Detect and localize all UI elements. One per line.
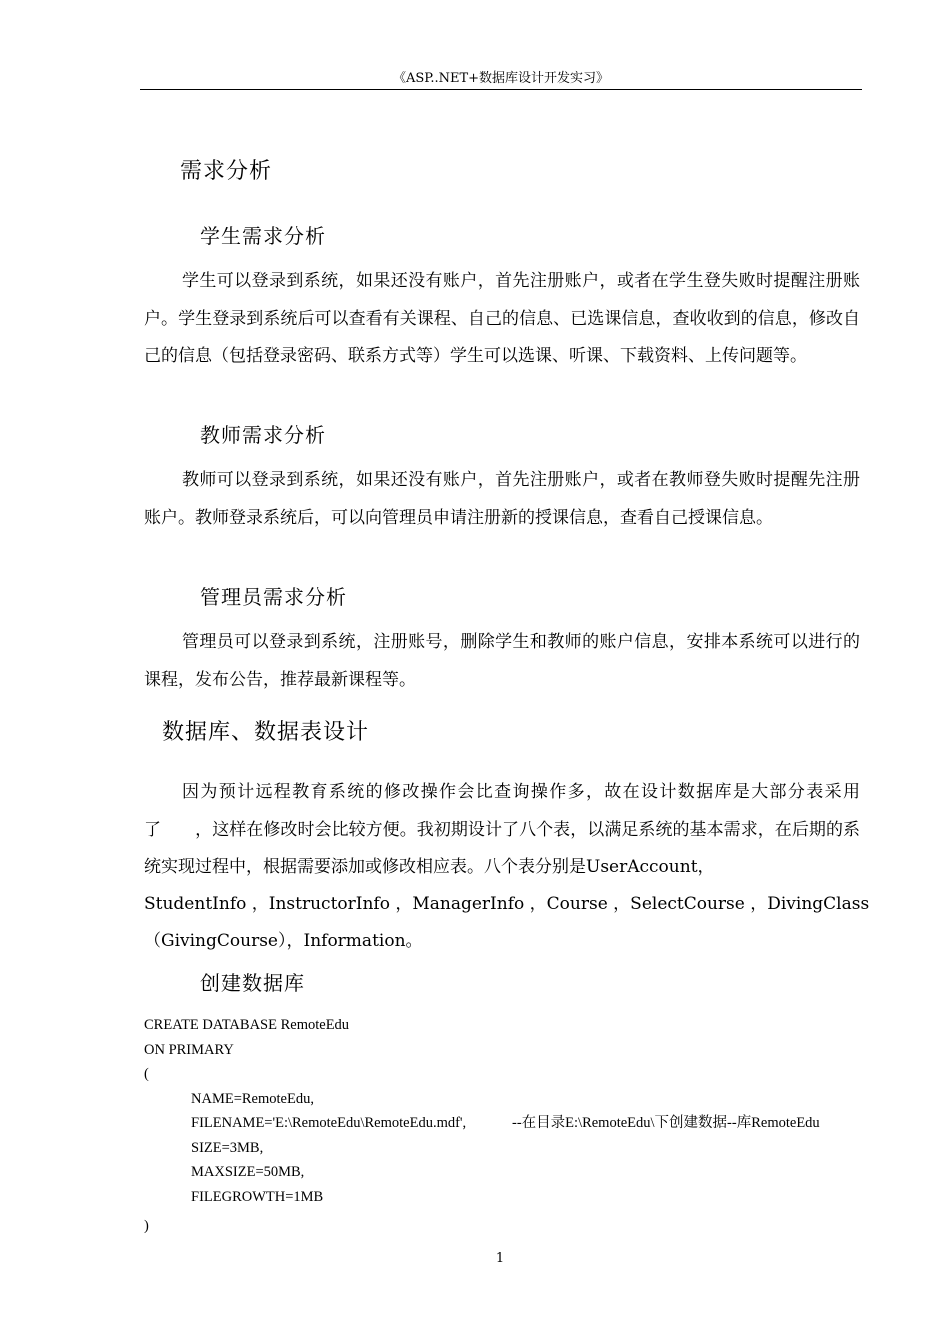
- subsection-title-student: 学生需求分析: [200, 224, 326, 248]
- admin-requirements-text: 管理员可以登录到系统，注册账号，删除学生和教师的账户信息，安排本系统可以进行的课程，发布公告，推荐最新课程等。: [144, 632, 860, 690]
- subsection-title-admin: 管理员需求分析: [200, 585, 347, 609]
- table-name: StudentInfo ，: [144, 894, 269, 914]
- page-number: 1: [495, 1251, 505, 1266]
- table-name-list-tail: （GivingCourse），Information。: [144, 931, 423, 951]
- code-line: FILEGROWTH=1MB: [191, 1188, 324, 1205]
- table-name: SelectCourse ，: [630, 894, 768, 914]
- table-name: ManagerInfo ，: [412, 894, 547, 914]
- code-line: ON PRIMARY: [144, 1041, 234, 1058]
- code-line: (: [144, 1066, 149, 1082]
- page-header: 《ASP..NET+数据库设计开发实习》: [392, 71, 610, 86]
- table-name-list: [144, 886, 870, 924]
- code-comment: --在目录E:\RemoteEdu\下创建数据--库RemoteEdu: [512, 1115, 820, 1131]
- code-line: MAXSIZE=50MB,: [191, 1164, 305, 1180]
- table-name: InstructorInfo ，: [268, 894, 413, 914]
- section-title-requirements: 需求分析: [180, 159, 273, 184]
- teacher-requirements-text: 教师可以登录到系统，如果还没有账户，首先注册账户，或者在教师登失败时提醒先注册账户。教师登录系统后，可以向管理员申请注册新的授课信息，查看自己授课信息。: [144, 470, 860, 528]
- code-text: FILENAME='E:\RemoteEdu\RemoteEdu.mdf',: [191, 1115, 467, 1131]
- code-line: CREATE DATABASE RemoteEdu: [144, 1017, 350, 1033]
- code-line-filename: [144, 1111, 820, 1136]
- table-name: DivingClass: [767, 894, 870, 914]
- section-title-database: 数据库、数据表设计: [162, 720, 370, 745]
- subsection-title-create-db: 创建数据库: [200, 971, 305, 995]
- sql-code-block: [144, 1013, 820, 1239]
- student-requirements-text: 学生可以登录到系统，如果还没有账户，首先注册账户，或者在学生登失败时提醒注册账户。学生登录到系统后可以查看有关课程、自己的信息、已选课信息，查收收到的信息，修改自己的信息（包括登录密码、联系方式等）学生可以选课、听课、下载资料、上传问题等。: [144, 271, 860, 366]
- code-line: ): [144, 1218, 149, 1234]
- database-intro-text: 因为预计远程教育系统的修改操作会比查询操作多，故在设计数据库是大部分表采用了 ，这样在修改时会比较方便。我初期设计了八个表，以满足系统的基本需求，在后期的系统实现过程中，根据需要添加或修改相应表。八个表分别是UserAccount，: [144, 782, 860, 877]
- code-line: SIZE=3MB,: [191, 1139, 264, 1156]
- table-name: Course ，: [546, 894, 631, 914]
- subsection-title-teacher: 教师需求分析: [200, 423, 326, 447]
- header-divider: [140, 89, 862, 90]
- code-line: NAME=RemoteEdu,: [191, 1090, 314, 1107]
